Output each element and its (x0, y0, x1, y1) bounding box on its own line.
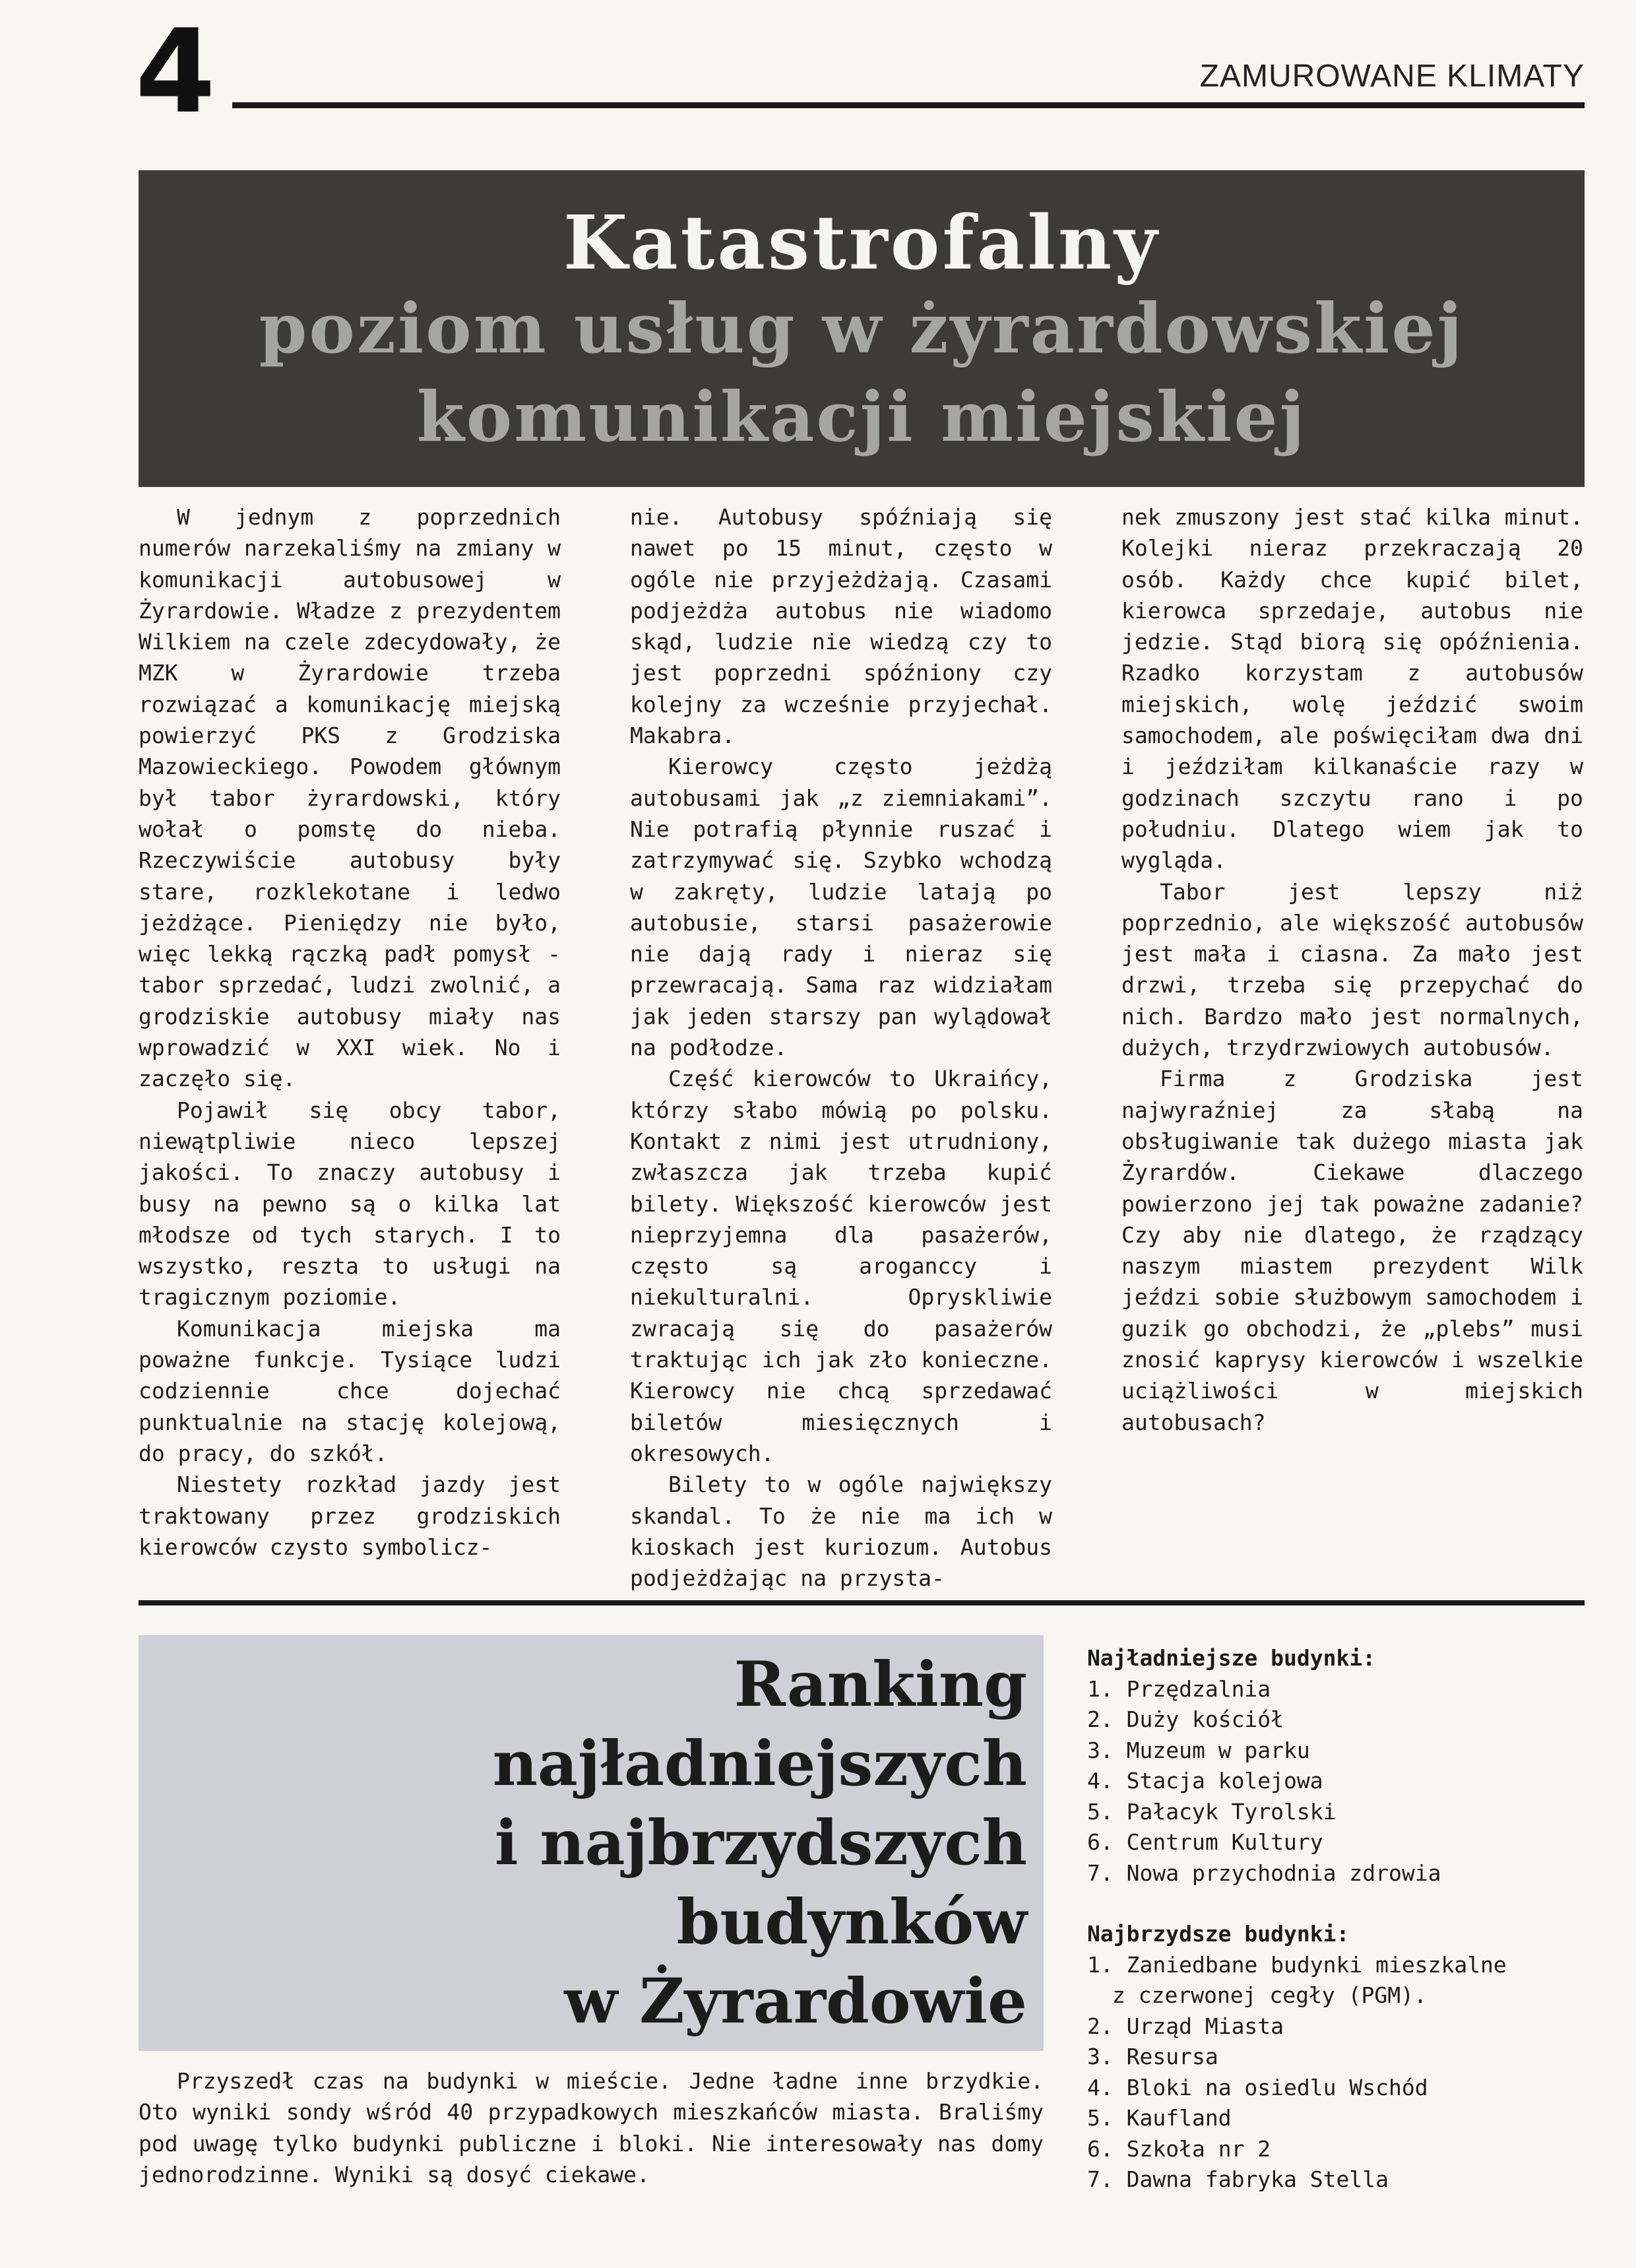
list-number: 4. (1087, 1768, 1114, 1794)
list-item (1087, 1704, 1589, 1735)
list-number: 3. (1087, 2044, 1114, 2069)
list-heading: Najbrzydsze budynki: (1087, 1921, 1350, 1947)
list-item (1087, 1766, 1589, 1797)
list-label: Duży kościół (1126, 1706, 1284, 1732)
list-item (1087, 1827, 1589, 1858)
list-label: Bloki na osiedlu Wschód (1126, 2074, 1428, 2100)
list-item (1087, 2164, 1589, 2195)
list-item (1087, 1674, 1589, 1705)
paragraph: Niestety rozkład jazdy jest traktowany przez grodziskich kierowców czysto symbolicz- (139, 1472, 561, 1560)
magazine-title: ZAMUROWANE KLIMATY (1199, 59, 1585, 94)
list-heading: Najładniejsze budynki: (1087, 1645, 1376, 1671)
list-item (1087, 1858, 1589, 1889)
paragraph: Komunikacja miejska ma poważne funkcje. Tysiące ludzi codziennie chce dojechać punktualnie na stację kolejową, do pracy, do szkół. (139, 1315, 561, 1466)
list-number: 6. (1087, 1829, 1114, 1855)
list-label-continuation: z czerwonej cegły (PGM). (1112, 1982, 1427, 2008)
paragraph: Część kierowców to Ukraińcy, którzy słabo mówią po polsku. Kontakt z nimi jest utrudniony, zwłaszcza jak trzeba kupić bilety. Większość kierowców jest nieprzyjemna dla pasażerów, często są aroganccy i niekulturalni. Opryskliwie zwracają się do pasażerów traktując ich jak zło konieczne. Kierowcy nie chcą sprzedawać biletów miesięcznych i okresowych. (630, 1066, 1052, 1466)
article-title-line-3: komunikacji miejskiej (416, 376, 1307, 457)
ranking-title-line-2: najładniejszych (492, 1728, 1027, 1800)
ranking-title-line-3: i najbrzydszych (494, 1807, 1027, 1879)
list-number: 2. (1087, 2013, 1114, 2039)
list-label: Dawna fabryka Stella (1126, 2166, 1389, 2192)
paragraph: Firma z Grodziska jest najwyraźniej za słabą na obsługiwanie tak dużego miasta jak Żyrardów. Ciekawe dlaczego powierzono jej tak poważne zadanie? Czy aby nie dlatego, że rządzący naszym miastem prezydent Wilk jeździ sobie służbowym samochodem i guzik go obchodzi, że „plebs” musi znosić kaprysy kierowców i wszelkie uciążliwości w miejskich autobusach? (1121, 1066, 1583, 1435)
list-label: Szkoła nr 2 (1126, 2135, 1271, 2162)
worst-buildings-list (1087, 1919, 1589, 2195)
paragraph: W jednym z poprzednich numerów narzekaliśmy na zmiany w komunikacji autobusowej w Żyrardowie. Władze z prezydentem Wilkiem na czele zdecydowały, że MZK w Żyrardowie trzeba rozwiązać a komunikację miejską powierzyć PKS z Grodziska Mazowieckiego. Powodem głównym był tabor żyrardowski, który wołał o pomstę do nieba. Rzeczywiście autobusy były stare, rozklekotane i ledwo jeżdżące. Pieniędzy nie było, więc lekką rączką padł pomysł - tabor sprzedać, ludzi zwolnić, a grodziskie autobusy miały nas wprowadzić w XXI wiek. No i zaczęło się. (139, 504, 561, 1092)
ranking-title-line-5: w Żyrardowie (564, 1965, 1027, 2038)
ranking-title-banner (139, 1635, 1044, 2051)
list-number: 6. (1087, 2135, 1114, 2162)
list-label: Pałacyk Tyrolski (1126, 1798, 1337, 1825)
article-column-2 (630, 502, 1052, 1594)
list-number: 4. (1087, 2074, 1114, 2100)
best-buildings-list (1087, 1643, 1589, 1889)
paragraph: Pojawił się obcy tabor, niewątpliwie nieco lepszej jakości. To znaczy autobusy i busy na pewno są o kilka lat młodsze od tych starych. I to wszystko, reszta to usługi na tragicznym poziomie. (139, 1097, 561, 1311)
ranking-title-line-4: budynków (676, 1886, 1027, 1959)
list-number: 7. (1087, 2166, 1114, 2192)
list-number: 7. (1087, 1860, 1114, 1886)
page-number: 4 (135, 5, 216, 139)
ranking-intro (139, 2065, 1044, 2190)
list-label: Stacja kolejowa (1126, 1768, 1323, 1794)
paragraph: nie. Autobusy spóźniają się nawet po 15 minut, często w ogóle nie przyjeżdżają. Czasami podjeżdża autobus nie wiadomo skąd, ludzie nie wiedzą czy to jest poprzedni spóźniony czy kolejny za wcześnie przyjechał. Makabra. (630, 504, 1052, 749)
list-number: 2. (1087, 1706, 1114, 1732)
list-item (1087, 2103, 1589, 2134)
list-label: Urząd Miasta (1126, 2013, 1284, 2039)
paragraph: Bilety to w ogóle największy skandal. To że nie ma ich w kioskach jest kuriozum. Autobus podjeżdżając na przysta- (630, 1472, 1052, 1592)
list-label: Resursa (1126, 2044, 1218, 2069)
list-label: Kaufland (1126, 2105, 1232, 2131)
article-column-3 (1121, 502, 1583, 1438)
list-label: Przędzalnia (1126, 1675, 1271, 1702)
paragraph: Przyszedł czas na budynki w mieście. Jedne ładne inne brzydkie. Oto wyniki sondy wśród 40 przypadkowych mieszkańców miasta. Braliśmy pod uwagę tylko budynki publiczne i bloki. Nie interesowały nas domy jednorodzinne. Wyniki są dosyć ciekawe. (139, 2068, 1044, 2187)
article-title-banner (139, 170, 1585, 487)
list-item (1087, 2073, 1589, 2104)
paragraph: nek zmuszony jest stać kilka minut. Kolejki nieraz przekraczają 20 osób. Każdy chce kupić bilet, kierowca sprzedaje, autobus nie jedzie. Stąd biorą się opóźnienia. Rzadko korzystam z autobusów miejskich, wolę jeździć swoim samochodem, ale poświęciłam dwa dni i jeździłam kilkanaście razy w godzinach szczytu rano i po południu. Dlatego wiem jak to wygląda. (1121, 504, 1583, 874)
list-label: Zaniedbane budynki mieszkalne (1126, 1951, 1507, 1978)
article-column-1 (139, 502, 561, 1563)
list-number: 3. (1087, 1737, 1114, 1763)
ranking-title-line-1: Ranking (734, 1648, 1027, 1721)
list-item (1087, 1950, 1589, 2011)
list-item (1087, 2134, 1589, 2165)
list-number: 5. (1087, 1798, 1114, 1825)
article-title-line-1: Katastrofalny (563, 200, 1160, 286)
section-divider (139, 1600, 1585, 1605)
header-rule (232, 102, 1585, 108)
paragraph: Tabor jest lepszy niż poprzednio, ale większość autobusów jest mała i ciasna. Za mało jest drzwi, trzeba się przepychać do nich. Bardzo mało jest normalnych, dużych, trzydrzwiowych autobusów. (1121, 878, 1583, 1061)
list-item (1087, 2011, 1589, 2042)
list-number: 5. (1087, 2105, 1114, 2131)
list-label: Muzeum w parku (1126, 1737, 1310, 1763)
article-title-line-2: poziom usług w żyrardowskiej (259, 288, 1464, 369)
list-number: 1. (1087, 1951, 1114, 1978)
list-item (1087, 1735, 1589, 1766)
paragraph: Kierowcy często jeżdżą autobusami jak „z ziemniakami”. Nie potrafią płynnie ruszać i zatrzymywać się. Szybko wchodzą w zakręty, ludzie latają po autobusie, starsi pasażerowie nie dają rady i nieraz się przewracają. Sama raz widziałam jak jeden starszy pan wylądował na podłodze. (630, 754, 1052, 1061)
list-number: 1. (1087, 1675, 1114, 1702)
list-label: Nowa przychodnia zdrowia (1126, 1860, 1441, 1886)
list-label: Centrum Kultury (1126, 1829, 1323, 1855)
list-item (1087, 1797, 1589, 1828)
list-item (1087, 2042, 1589, 2073)
